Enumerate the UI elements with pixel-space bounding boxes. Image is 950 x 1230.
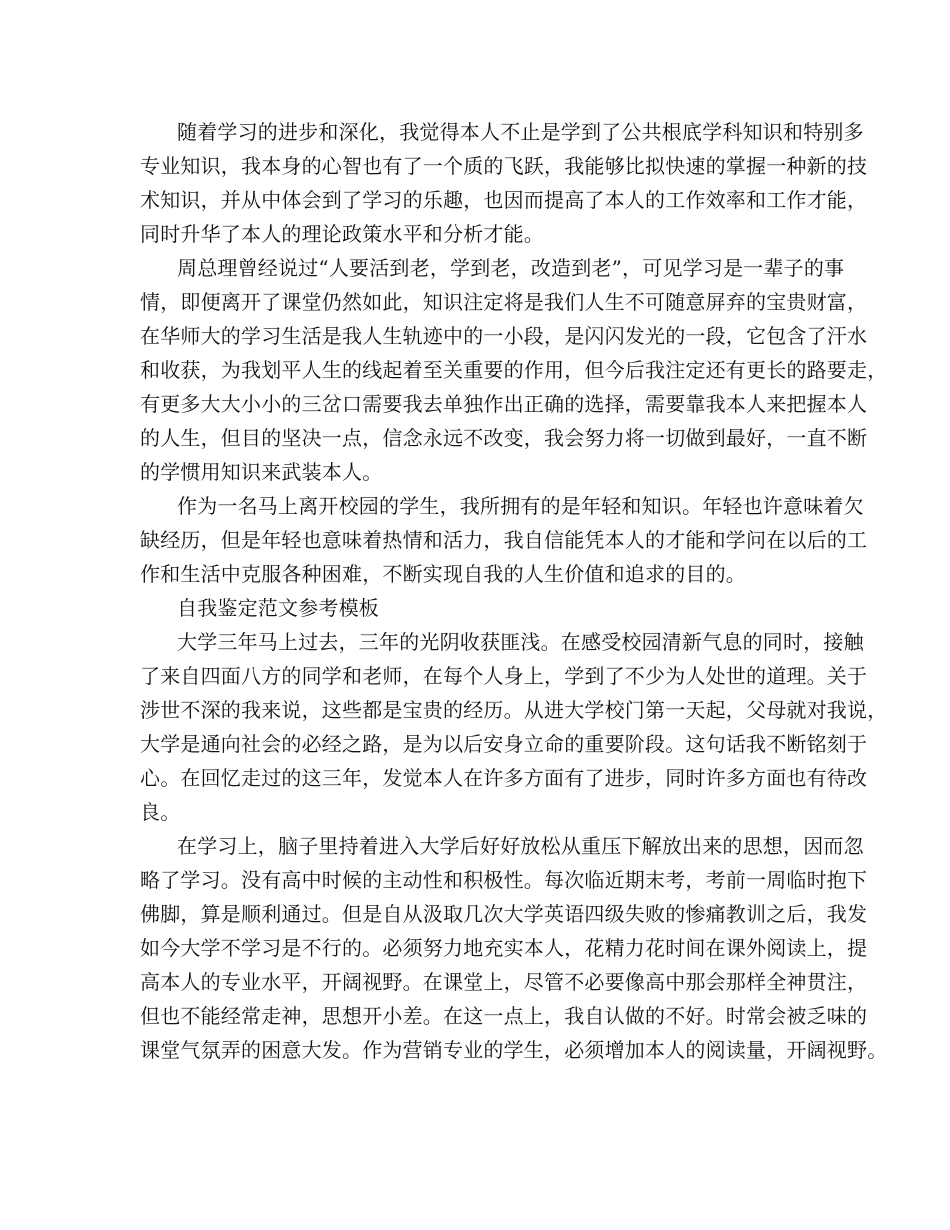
text-line: 大学三年马上过去，三年的光阴收获匪浅。在感受校园清新气息的同时，接触 <box>177 630 864 654</box>
text-line: 大学是通向社会的必经之路，是为以后安身立命的重要阶段。这句话我不断铭刻于 <box>140 732 868 756</box>
text-line: 如今大学不学习是不行的。必须努力地充实本人，花精力花时间在课外阅读上，提 <box>140 936 868 960</box>
text-line: 的人生，但目的坚决一点，信念永远不改变，我会努力将一切做到最好，一直不断 <box>140 426 868 450</box>
text-line: 作和生活中克服各种困难，不断实现自我的人生价值和追求的目的。 <box>140 562 746 586</box>
text-line: 佛脚，算是顺利通过。但是自从汲取几次大学英语四级失败的惨痛教训之后，我发 <box>140 902 868 926</box>
text-line: 良。 <box>140 800 181 824</box>
text-line: 心。在回忆走过的这三年，发觉本人在许多方面有了进步，同时许多方面也有待改 <box>140 766 868 790</box>
text-line: 缺经历，但是年轻也意味着热情和活力，我自信能凭本人的才能和学问在以后的工 <box>140 528 868 552</box>
text-line: 情，即便离开了课堂仍然如此，知识注定将是我们人生不可随意屏弃的宝贵财富， <box>140 290 868 314</box>
section-heading: 自我鉴定范文参考模板 <box>177 596 379 620</box>
text-line: 和收获，为我划平人生的线起着至关重要的作用，但今后我注定还有更长的路要走， <box>140 358 888 382</box>
text-line: 略了学习。没有高中时候的主动性和积极性。每次临近期末考，考前一周临时抱下 <box>140 868 868 892</box>
text-line: 随着学习的进步和深化，我觉得本人不止是学到了公共根底学科知识和特别多 <box>177 120 864 144</box>
text-line: 在学习上，脑子里持着进入大学后好好放松从重压下解放出来的思想，因而忽 <box>177 834 864 858</box>
text-line: 课堂气氛弄的困意大发。作为营销专业的学生，必须增加本人的阅读量，开阔视野。 <box>140 1038 888 1062</box>
text-line: 同时升华了本人的理论政策水平和分析才能。 <box>140 222 544 246</box>
text-line: 专业知识，我本身的心智也有了一个质的飞跃，我能够比拟快速的掌握一种新的技 <box>140 154 868 178</box>
text-line: 术知识，并从中体会到了学习的乐趣，也因而提高了本人的工作效率和工作才能， <box>140 188 868 212</box>
text-line: 高本人的专业水平，开阔视野。在课堂上，尽管不必要像高中那会那样全神贯注， <box>140 970 868 994</box>
text-line: 涉世不深的我来说，这些都是宝贵的经历。从进大学校门第一天起，父母就对我说， <box>140 698 888 722</box>
text-line: 有更多大大小小的三岔口需要我去单独作出正确的选择，需要靠我本人来把握本人 <box>140 392 868 416</box>
text-line: 周总理曾经说过“人要活到老，学到老，改造到老”，可见学习是一辈子的事 <box>177 256 845 280</box>
text-line: 在华师大的学习生活是我人生轨迹中的一小段，是闪闪发光的一段，它包含了汗水 <box>140 324 868 348</box>
text-line: 的学惯用知识来武装本人。 <box>140 460 383 484</box>
text-line: 了来自四面八方的同学和老师，在每个人身上，学到了不少为人处世的道理。关于 <box>140 664 868 688</box>
text-line: 作为一名马上离开校园的学生，我所拥有的是年轻和知识。年轻也许意味着欠 <box>177 494 864 518</box>
text-line: 但也不能经常走神，思想开小差。在这一点上，我自认做的不好。时常会被乏味的 <box>140 1004 868 1028</box>
